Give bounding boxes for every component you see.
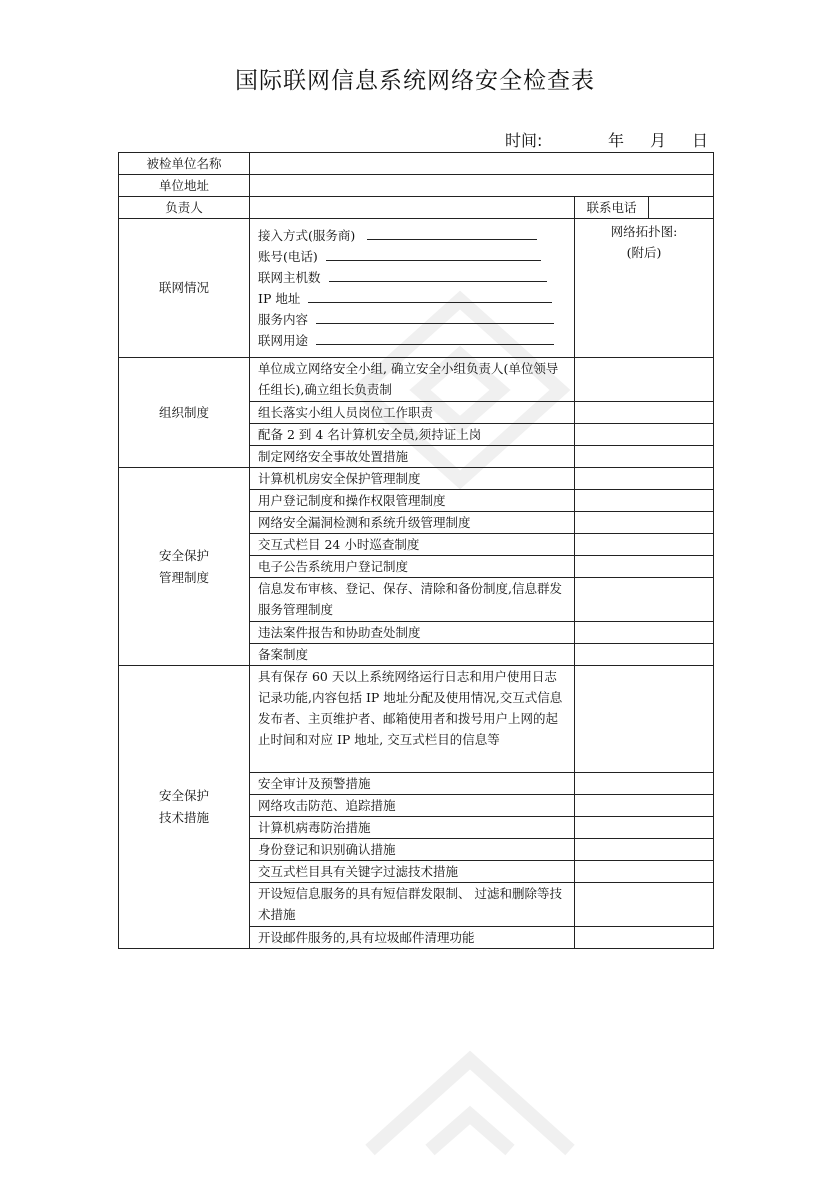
topology-cell[interactable] (575, 219, 714, 358)
org-item: 配备 2 到 4 名计算机安全员,须持证上岗 (250, 424, 575, 446)
mgmt-label-line2: 管理制度 (158, 569, 209, 585)
day-label: 日 (692, 131, 709, 150)
mgmt-check-cell[interactable] (575, 556, 714, 578)
tech-check-cell[interactable] (575, 795, 714, 817)
access-mode-field[interactable] (367, 226, 537, 240)
year-label: 年 (608, 131, 625, 150)
tech-check-cell[interactable] (575, 883, 714, 927)
person-label: 负责人 (119, 197, 250, 219)
page-title: 国际联网信息系统网络安全检查表 (235, 68, 595, 94)
org-check-cell[interactable] (575, 424, 714, 446)
inspection-table (118, 152, 714, 949)
host-count-field[interactable] (329, 268, 547, 282)
unit-address-field[interactable] (250, 175, 714, 197)
tech-check-cell[interactable] (575, 839, 714, 861)
mgmt-label (119, 468, 250, 666)
mgmt-check-cell[interactable] (575, 578, 714, 622)
tech-item: 网络攻击防范、追踪措施 (250, 795, 575, 817)
service-content-label: 服务内容 (258, 312, 309, 327)
unit-address-label: 单位地址 (119, 175, 250, 197)
mgmt-item: 计算机机房安全保护管理制度 (250, 468, 575, 490)
tech-item: 安全审计及预警措施 (250, 773, 575, 795)
mgmt-item: 违法案件报告和协助查处制度 (250, 622, 575, 644)
mgmt-check-cell[interactable] (575, 512, 714, 534)
tech-check-cell[interactable] (575, 927, 714, 949)
network-use-label: 联网用途 (258, 333, 309, 348)
tech-check-cell[interactable] (575, 861, 714, 883)
unit-name-label: 被检单位名称 (119, 153, 250, 175)
table-row (119, 153, 714, 175)
mgmt-check-cell[interactable] (575, 644, 714, 666)
phone-field[interactable] (649, 197, 714, 219)
table-row (119, 358, 714, 402)
network-use-field[interactable] (316, 331, 554, 345)
mgmt-check-cell[interactable] (575, 490, 714, 512)
host-count-label: 联网主机数 (258, 270, 321, 285)
topology-note: (附后) (626, 245, 662, 260)
tech-label-line2: 技术措施 (158, 810, 209, 825)
org-check-cell[interactable] (575, 358, 714, 402)
mgmt-check-cell[interactable] (575, 468, 714, 490)
table-row (119, 219, 714, 358)
tech-check-cell[interactable] (575, 817, 714, 839)
mgmt-item: 交互式栏目 24 小时巡查制度 (250, 534, 575, 556)
person-field[interactable] (250, 197, 575, 219)
table-row (119, 175, 714, 197)
tech-item: 开设短信息服务的具有短信群发限制、 过滤和删除等技术措施 (250, 883, 575, 927)
org-item: 单位成立网络安全小组, 确立安全小组负责人(单位领导任组长),确立组长负责制 (250, 358, 575, 402)
watermark-icon (340, 1030, 600, 1190)
unit-name-field[interactable] (250, 153, 714, 175)
org-check-cell[interactable] (575, 446, 714, 468)
date-label: 时间: (505, 131, 543, 150)
ip-address-field[interactable] (308, 289, 552, 303)
mgmt-label-line1: 安全保护 (158, 547, 209, 563)
topology-label: 网络拓扑图: (610, 224, 678, 239)
table-row (119, 468, 714, 490)
tech-label-line1: 安全保护 (158, 788, 209, 803)
table-row (119, 666, 714, 773)
tech-item: 开设邮件服务的,具有垃圾邮件清理功能 (250, 927, 575, 949)
access-mode-label: 接入方式(服务商) (258, 228, 356, 243)
tech-item: 身份登记和识别确认措施 (250, 839, 575, 861)
mgmt-check-cell[interactable] (575, 622, 714, 644)
tech-item: 具有保存 60 天以上系统网络运行日志和用户使用日志记录功能,内容包括 IP 地址分配及使用情况,交互式信息发布者、主页维护者、邮箱使用者和拨号用户上网的起止时间和对应 IP 地址, 交互式栏目的信息等 (250, 666, 575, 773)
mgmt-item: 电子公告系统用户登记制度 (250, 556, 575, 578)
tech-item: 交互式栏目具有关键字过滤技术措施 (250, 861, 575, 883)
org-item: 制定网络安全事故处置措施 (250, 446, 575, 468)
account-label: 账号(电话) (258, 249, 318, 264)
mgmt-check-cell[interactable] (575, 534, 714, 556)
phone-label: 联系电话 (575, 197, 649, 219)
org-label: 组织制度 (119, 358, 250, 468)
service-content-field[interactable] (316, 310, 554, 324)
table-row (119, 197, 714, 219)
mgmt-item: 网络安全漏洞检测和系统升级管理制度 (250, 512, 575, 534)
mgmt-item: 用户登记制度和操作权限管理制度 (250, 490, 575, 512)
account-field[interactable] (326, 247, 541, 261)
network-label: 联网情况 (119, 219, 250, 358)
mgmt-item: 信息发布审核、登记、保存、清除和备份制度,信息群发服务管理制度 (250, 578, 575, 622)
ip-address-label: IP 地址 (258, 291, 301, 306)
mgmt-item: 备案制度 (250, 644, 575, 666)
tech-check-cell[interactable] (575, 666, 714, 773)
tech-item: 计算机病毒防治措施 (250, 817, 575, 839)
month-label: 月 (650, 131, 667, 150)
tech-check-cell[interactable] (575, 773, 714, 795)
org-check-cell[interactable] (575, 402, 714, 424)
network-fields (250, 219, 575, 358)
org-item: 组长落实小组人员岗位工作职责 (250, 402, 575, 424)
tech-label (119, 666, 250, 949)
